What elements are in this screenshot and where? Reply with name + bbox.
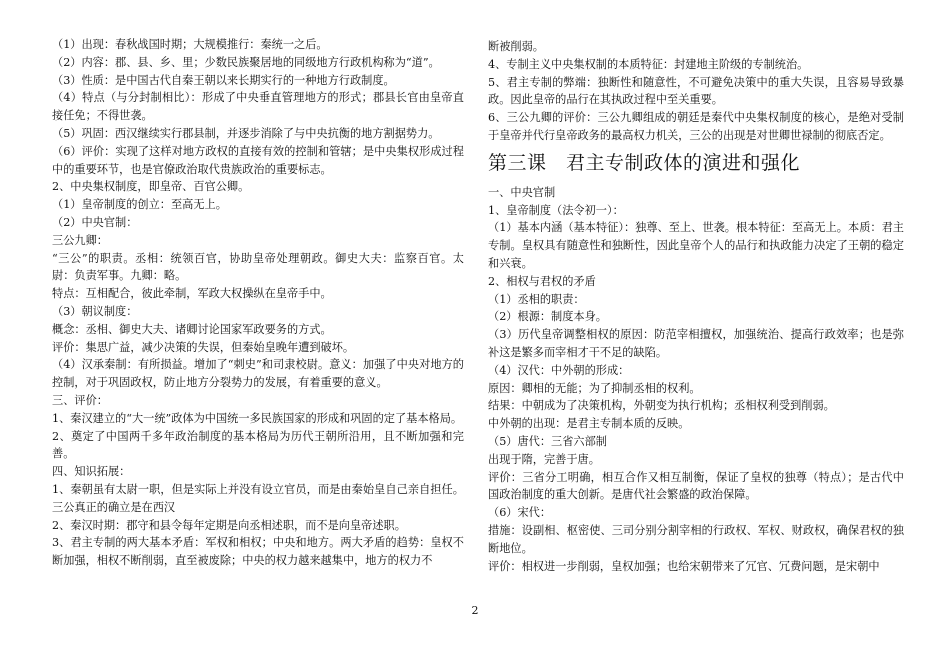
text-line: 概念：丞相、御史大夫、诸卿讨论国家军政要务的方式。 (52, 322, 332, 336)
text-line: （3）历代皇帝调整相权的原因：防范宰相擅权，加强统治、提高行政效率；也是弥补这是繁多而宰相才干不足的缺陷。 (488, 328, 904, 359)
text-line: 出现于隋，完善于唐。 (488, 452, 600, 466)
text-line: （4）汉代：中外朝的形成： (488, 363, 630, 377)
text-line: 3、君主专制的两大基本矛盾：军权和相权；中央和地方。两大矛盾的趋势：皇权不断加强，相权不断削弱，直至被废除；中央的权力越来越集中，地方的权力不 (52, 536, 464, 568)
text-line: （3）朝议制度： (52, 304, 138, 318)
text-line: 原因：卿相的无能；为了抑制丞相的权利。 (488, 381, 701, 395)
text-line: 特点：互相配合，彼此牵制，军政大权操纵在皇帝手中。 (52, 287, 332, 301)
section-heading: 四、知识拓展： (52, 465, 131, 479)
text-line: 4、专制主义中央集权制的本质特征：封建地主阶级的专制统治。 (488, 57, 809, 71)
text-line: 中外朝的出现：是君主专制本质的反映。 (488, 417, 690, 431)
text-line: （2）内容：郡、县、乡、里；少数民族聚居地的同级地方行政机构称为“道”。 (52, 55, 440, 69)
section-heading: 一、中央官制 (488, 185, 556, 199)
right-column (488, 38, 904, 575)
text-line: （6）宋代： (488, 506, 552, 520)
section-heading: 三、评价： (52, 393, 108, 407)
text-line: 2、秦汉时期：郡守和县令每年定期是向丞相述职，而不是向皇帝述职。 (52, 518, 406, 532)
text-line: （1）出现：春秋战国时期；大规模推行：秦统一之后。 (52, 38, 328, 51)
text-line: 措施：设副相、枢密使、三司分别分割宰相的行政权、军权、财政权，确保君权的独断地位。 (488, 523, 904, 555)
text-line: （6）评价：实现了这样对地方政权的直接有效的控制和管辖；是中央集权形成过程中的重要环节，也是官僚政治取代贵族政治的重要标志。 (52, 144, 464, 176)
text-line: “三公”的职责。丞相：统领百官，协助皇帝处理朝政。御史大夫：监察百官。太尉：负责军事。九卿：略。 (52, 251, 464, 283)
text-line: 评价：三省分工明确，相互合作又相互制衡，保证了皇权的独尊（特点）；是古代中国政治制度的重大创新。是唐代社会繁盛的政治保障。 (488, 470, 904, 502)
page-number: 2 (471, 604, 479, 617)
text-line: （4）汉承秦制：有所损益。增加了“刺史”和司隶校尉。意义：加强了中央对地方的控制，对于巩固政权，防止地方分裂势力的发展，有着重要的意义。 (52, 358, 464, 390)
text-line: （5）巩固：西汉继续实行郡县制，并逐步消除了与中央抗衡的地方割据势力。 (52, 126, 440, 140)
text-line: 1、皇帝制度（法令初一）： (488, 203, 624, 217)
text-line: 断被削弱。 (488, 40, 544, 53)
text-line: 2、奠定了中国两千多年政治制度的基本格局为历代王朝所沿用，且不断加强和完善。 (52, 429, 464, 461)
text-line: （4）特点（与分封制相比）：形成了中央垂直管理地方的形式；郡县长官由皇帝直接任免；不得世袭。 (52, 91, 464, 123)
text-line: （2）根源：制度本身。 (488, 310, 607, 324)
text-line: 1、秦汉建立的“大一统”政体为中国统一多民族国家的形成和巩固的定了基本格局。 (52, 411, 463, 425)
text-line: （2）中央官制： (52, 215, 138, 229)
text-line: 6、三公九卿的评价：三公九卿组成的朝廷是秦代中央集权制度的核心，是绝对受制于皇帝并代行皇帝政务的最高权力机关，三公的出现是对世卿世禄制的彻底否定。 (488, 111, 904, 142)
text-line: 5、君主专制的弊端：独断性和随意性，不可避免决策中的重大失误，且容易导致暴政。因此皇帝的品行在其执政过程中至关重要。 (488, 75, 904, 107)
text-line: （1）皇帝制度的创立：至高无上。 (52, 198, 227, 212)
left-column (52, 36, 464, 570)
lesson-title: 第三课 君主专制政体的演进和强化 (488, 151, 801, 174)
text-line: 三公九卿： (52, 233, 108, 247)
text-line: 2、中央集权制度，即皇帝、百官公卿。 (52, 180, 250, 194)
text-line: 1、秦朝虽有太尉一职，但是实际上并没有设立官员，而是由秦始皇自己亲自担任。三公真正的确立是在西汉 (52, 482, 464, 514)
text-line: （5）唐代：三省六部制 (488, 434, 607, 448)
text-line: 评价：集思广益，减少决策的失误，但秦始皇晚年遭到破坏。 (52, 340, 355, 354)
text-line: （1）丞相的职责： (488, 292, 585, 306)
text-line: （3）性质：是中国古代自秦王朝以来长期实行的一种地方行政制度。 (52, 73, 395, 87)
text-line: （1）基本内涵（基本特征）：独尊、至上、世袭。根本特征：至高无上。本质：君主专制。皇权具有随意性和独断性，因此皇帝个人的品行和执政能力决定了王朝的稳定和兴衰。 (488, 221, 904, 270)
text-line: 2、相权与君权的矛盾 (488, 274, 596, 288)
text-line: 评价：相权进一步削弱，皇权加强；也给宋朝带来了冗官、冗费问题，是宋朝中 (488, 559, 880, 573)
text-line: 结果：中朝成为了决策机构，外朝变为执行机构；丞相权利受到削弱。 (488, 399, 835, 413)
